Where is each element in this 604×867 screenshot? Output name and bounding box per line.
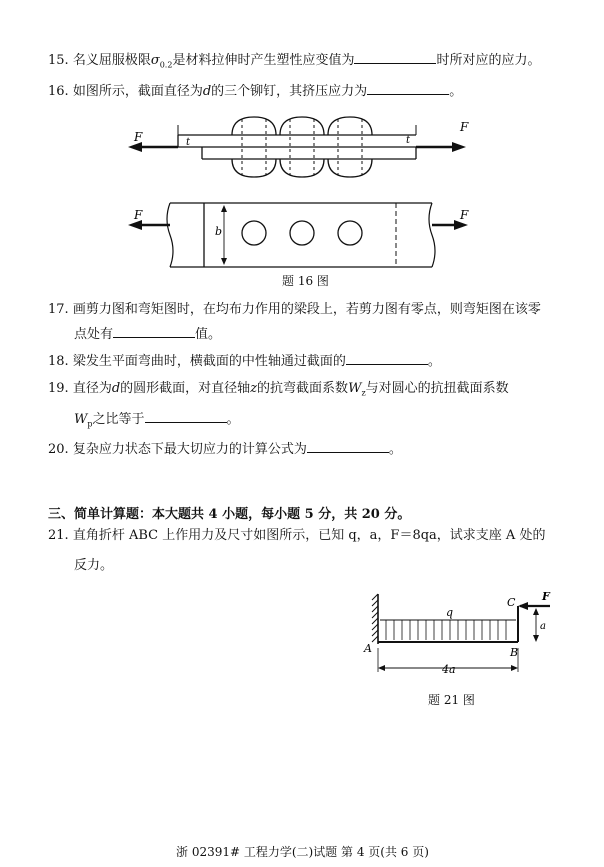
arrowhead [452, 142, 466, 152]
question-text: 直径为 [72, 381, 112, 396]
label-t: t [406, 135, 411, 146]
question-number: 16. [48, 84, 69, 99]
question-text: 名义屈服极限 [72, 53, 151, 68]
question-text: 。 [427, 354, 441, 369]
question-text: 画剪力图和弯矩图时，在均布力作用的梁段上，若剪力图有零点，则弯矩图在该零 [72, 302, 541, 317]
label-a: a [540, 621, 546, 632]
question-text: 的三个铆钉，其挤压应力为 [211, 84, 368, 99]
label-F: F [134, 208, 143, 222]
question-text: 。 [226, 412, 240, 427]
question-text: 与对圆心的抗扭截面系数 [365, 381, 509, 396]
question-text: 的圆形截面，对直径轴 [120, 381, 251, 396]
rivet-head [280, 117, 324, 135]
answer-blank[interactable] [145, 410, 227, 423]
rivet-head [232, 117, 276, 135]
question-text: 。 [449, 84, 463, 99]
rivet-hole [290, 221, 314, 245]
question-number: 15. [48, 53, 69, 68]
variable-W: W [348, 381, 362, 396]
question-19-cont [74, 410, 240, 434]
break-line [429, 203, 435, 267]
question-17-cont [74, 325, 221, 344]
question-text: 之比等于 [92, 412, 145, 427]
variable-d: d [111, 381, 121, 396]
section-3-title: 三、简单计算题：本大题共 4 小题，每小题 5 分，共 20 分。 [48, 507, 411, 522]
question-number: 17. [48, 302, 69, 317]
arrowhead [378, 665, 385, 671]
question-text: 复杂应力状态下最大切应力的计算公式为 [72, 442, 307, 457]
arrowhead [221, 205, 227, 212]
question-text: 点处有 [74, 327, 114, 342]
figure-16 [120, 105, 490, 270]
label-C: C [507, 596, 516, 609]
variable-z: z [250, 381, 258, 396]
question-text: 。 [388, 442, 402, 457]
answer-blank[interactable] [354, 51, 436, 64]
arrowhead [533, 608, 539, 615]
rivet-head [328, 117, 372, 135]
answer-blank[interactable] [367, 82, 449, 95]
rivet-hole [338, 221, 362, 245]
question-number: 18. [48, 354, 69, 369]
question-number: 20. [48, 442, 69, 457]
distributed-load-arrows [386, 620, 506, 640]
question-15 [48, 51, 540, 75]
figure-21 [350, 588, 570, 688]
label-b: b [215, 225, 223, 238]
arrowhead [511, 665, 518, 671]
question-19 [48, 380, 509, 403]
label-A: A [364, 642, 372, 655]
question-21 [48, 527, 545, 545]
variable-d: d [202, 84, 212, 99]
rivet-head [280, 159, 324, 177]
question-16 [48, 82, 462, 101]
label-4a: 4a [442, 663, 456, 676]
arrowhead [221, 258, 227, 265]
variable-W: W [74, 412, 88, 427]
subscript-z: z [361, 388, 366, 398]
question-number: 21. [48, 528, 69, 543]
question-17 [48, 301, 541, 319]
rivet-head [232, 159, 276, 177]
question-21-cont [74, 557, 113, 575]
break-line [167, 203, 173, 267]
subscript-p: p [87, 419, 93, 429]
label-F: F [134, 130, 143, 144]
label-F: F [542, 590, 550, 603]
answer-blank[interactable] [113, 325, 195, 338]
page-footer: 浙 02391# 工程力学(二)试题 第 4 页(共 6 页) [176, 845, 429, 859]
question-text: 反力。 [74, 558, 114, 573]
answer-blank[interactable] [307, 440, 389, 453]
question-text: 梁发生平面弯曲时，横截面的中性轴通过截面的 [72, 354, 346, 369]
figure-21-caption: 题 21 图 [428, 693, 475, 707]
figure-16-caption: 题 16 图 [282, 274, 329, 288]
question-text: 直角折杆 ABC 上作用力及尺寸如图所示，已知 q，a，F＝8qa，试求支座 A 处的 [72, 528, 546, 543]
label-t: t [186, 137, 191, 148]
sigma-symbol: σ [150, 53, 160, 68]
question-number: 19. [48, 381, 69, 396]
rivet-hole [242, 221, 266, 245]
arrowhead [518, 602, 528, 610]
question-text: 时所对应的应力。 [436, 53, 541, 68]
sigma-subscript: 0.2 [159, 60, 173, 70]
label-B: B [510, 646, 519, 659]
question-text: 值。 [195, 327, 222, 342]
label-F: F [460, 120, 469, 134]
answer-blank[interactable] [346, 352, 428, 365]
question-text: 是材料拉伸时产生塑性应变值为 [172, 53, 355, 68]
support-hatch [372, 594, 378, 642]
question-20 [48, 440, 402, 459]
question-18 [48, 352, 441, 371]
question-text: 如图所示，截面直径为 [72, 84, 203, 99]
label-q: q [446, 606, 454, 619]
question-text: 的抗弯截面系数 [257, 381, 349, 396]
rivet-head [328, 159, 372, 177]
arrowhead [533, 635, 539, 642]
label-F: F [460, 208, 469, 222]
